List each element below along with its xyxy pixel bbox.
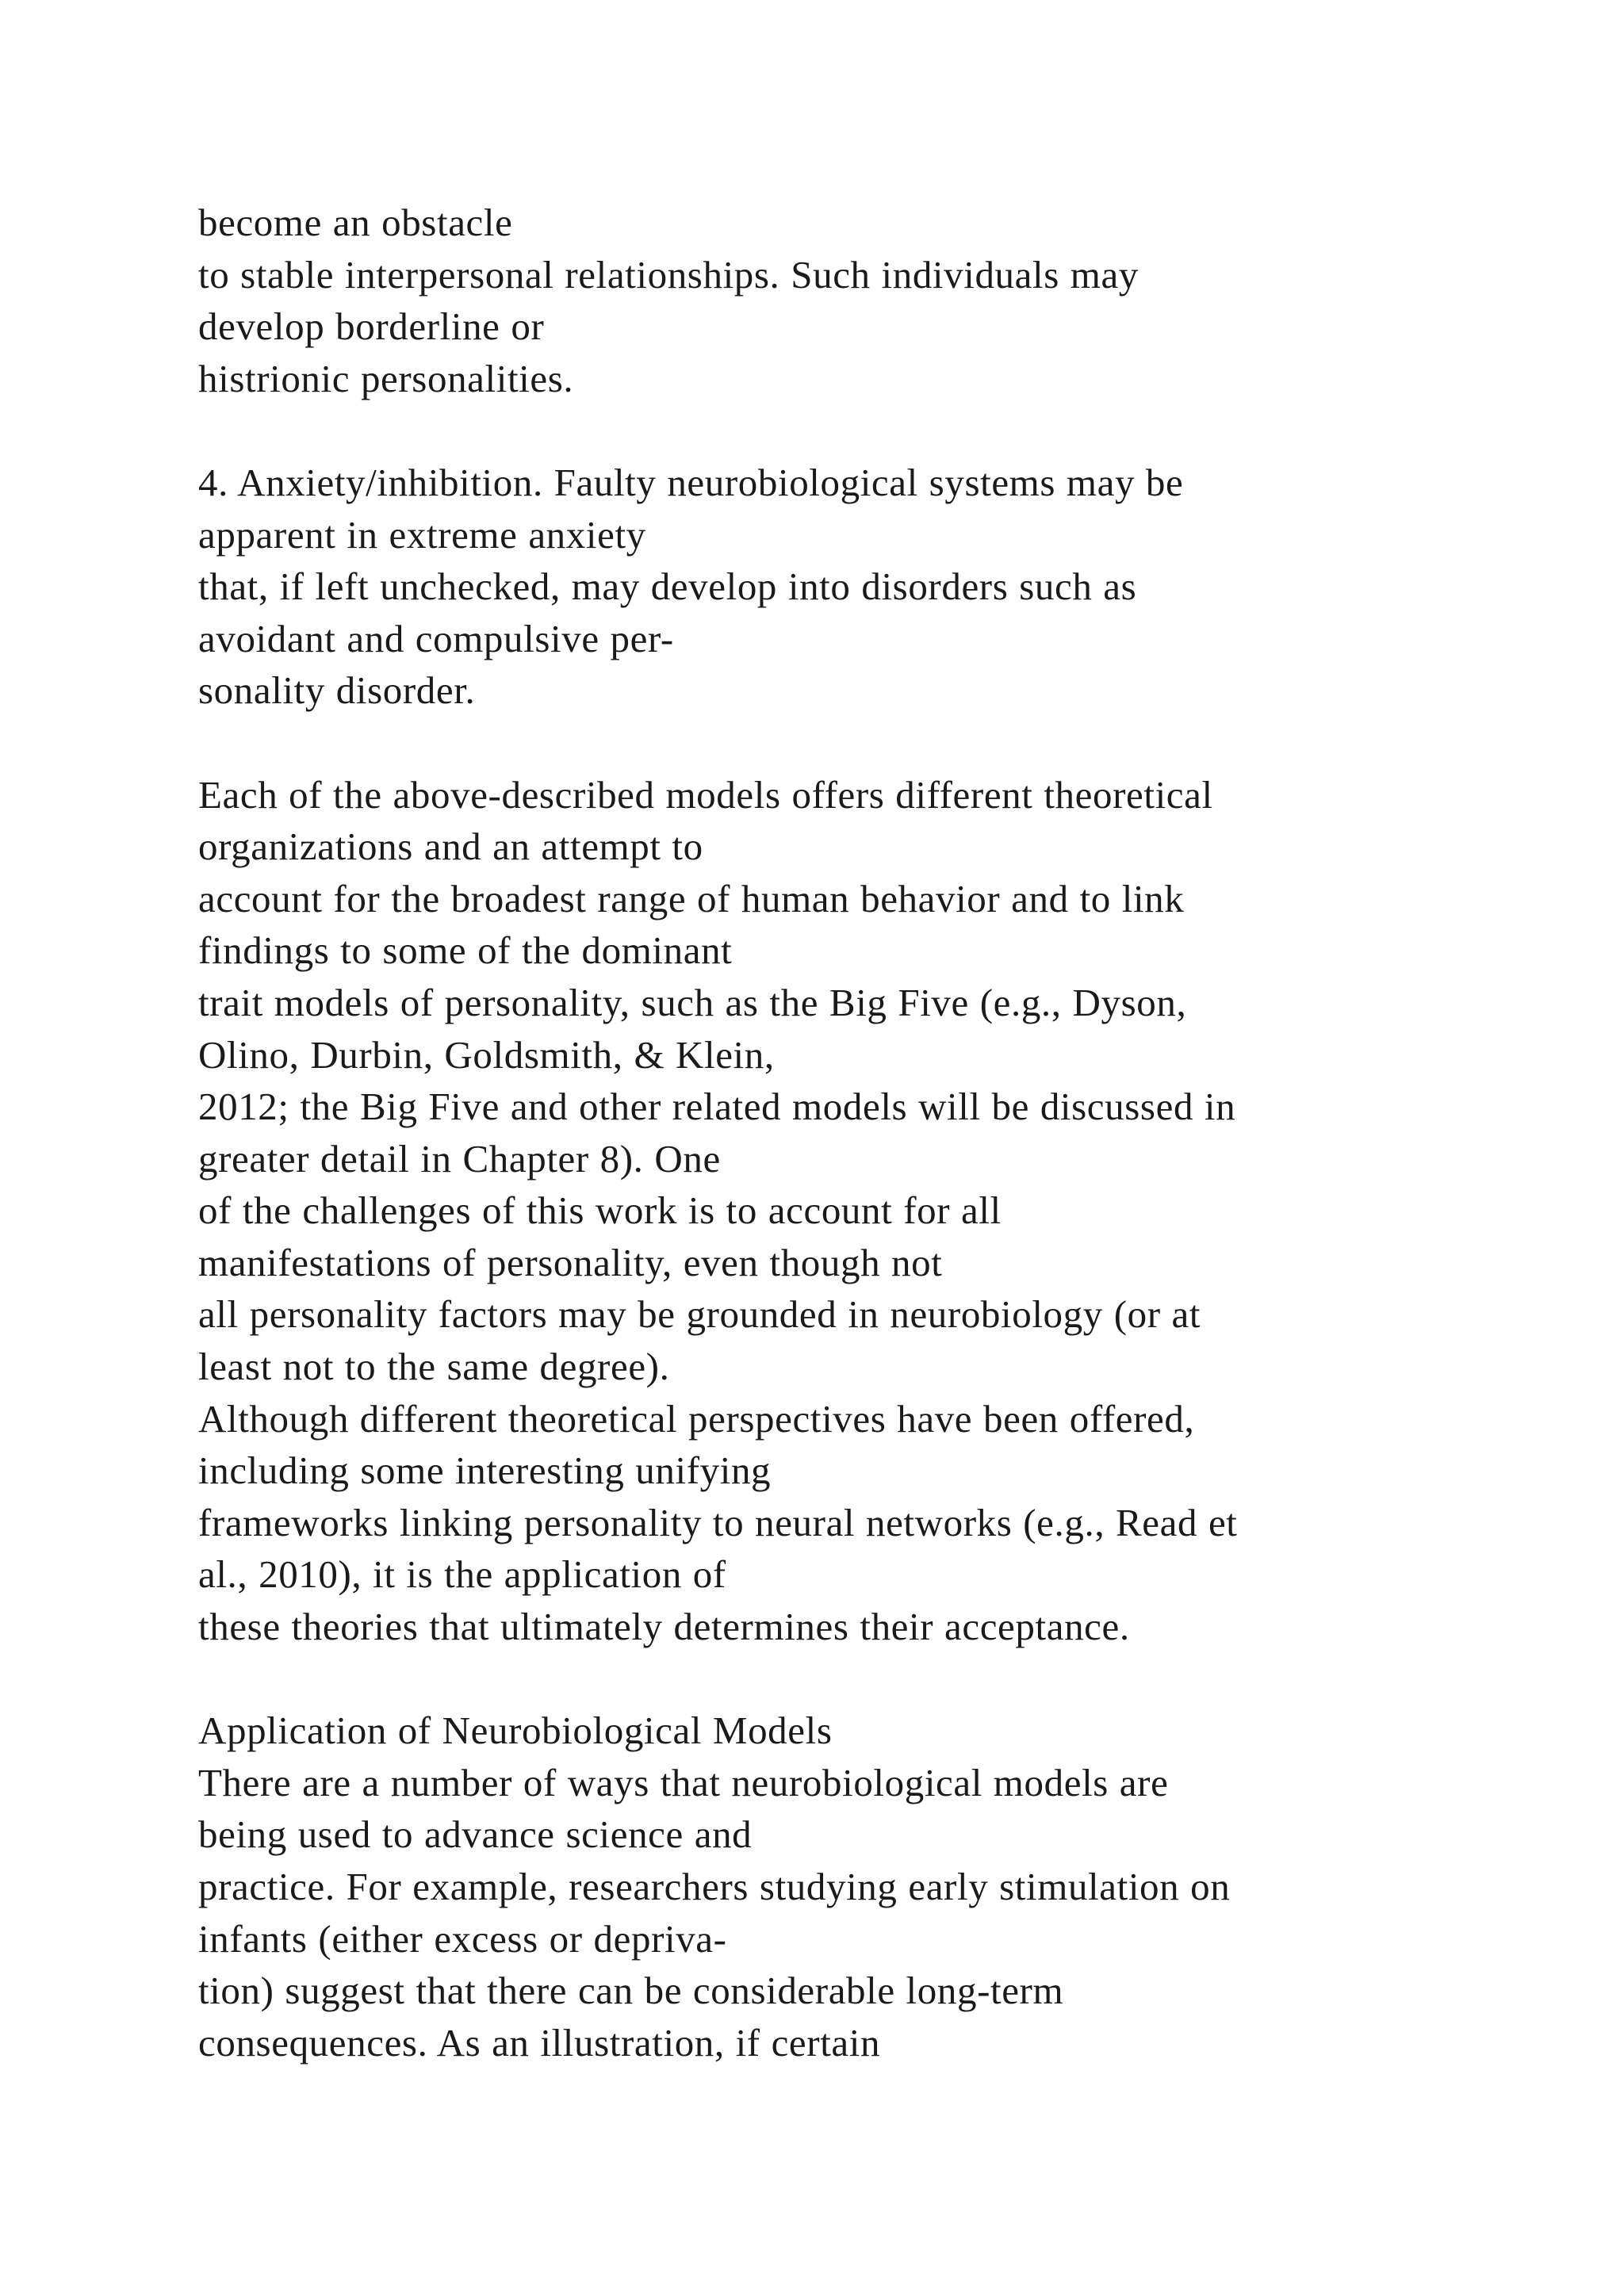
text-line: Each of the above-described models offers different theoretical [198,772,1213,817]
text-line: least not to the same degree). [198,1345,670,1389]
document-body [198,197,1610,2068]
text-line: become an obstacle [198,201,513,244]
paragraph-break [198,404,1610,457]
text-line: 2012; the Big Five and other related models will be discussed in [198,1085,1236,1129]
text-line: including some interesting unifying [198,1448,772,1493]
text-line: findings to some of the dominant [198,928,733,973]
text-line: account for the broadest range of human behavior and to link [198,876,1185,920]
text-line: develop borderline or [198,304,545,349]
text-line: Olino, Durbin, Goldsmith, & Klein, [198,1032,775,1077]
text-line: practice. For example, researchers studying early stimulation on [198,1865,1231,1908]
text-line: consequences. As an illustration, if certain [198,2020,881,2064]
paragraph-break [198,717,1610,769]
text-line: manifestations of personality, even though not [198,1240,943,1284]
text-line: Although different theoretical perspectives have been offered, [198,1396,1195,1441]
text-line: al., 2010), it is the application of [198,1552,726,1597]
text-line: infants (either excess or depriva- [198,1916,727,1961]
text-line: organizations and an attempt to [198,825,703,869]
paragraph-break [198,1653,1610,1705]
text-line: sonality disorder. [198,668,476,713]
text-line: trait models of personality, such as the Big Five (e.g., Dyson, [198,980,1187,1024]
text-line: histrionic personalities. [198,356,574,400]
text-line: being used to advance science and [198,1812,753,1857]
text-line: There are a number of ways that neurobiological models are [198,1760,1169,1804]
text-line: these theories that ultimately determines their acceptance. [198,1605,1130,1649]
text-line: greater detail in Chapter 8). One [198,1136,721,1181]
text-line: frameworks linking personality to neural networks (e.g., Read et [198,1500,1238,1544]
text-line: all personality factors may be grounded in neurobiology (or at [198,1292,1201,1337]
text-line: apparent in extreme anxiety [198,512,646,557]
text-line: that, if left unchecked, may develop into disorders such as [198,564,1137,609]
text-line: tion) suggest that there can be considerable long-term [198,1969,1064,2013]
text-line: 4. Anxiety/inhibition. Faulty neurobiological systems may be [198,460,1184,504]
text-line: avoidant and compulsive per- [198,616,674,660]
text-line: to stable interpersonal relationships. Such individuals may [198,252,1139,297]
text-line: of the challenges of this work is to account for all [198,1188,1002,1233]
section-heading: Application of Neurobiological Models [198,1709,833,1753]
